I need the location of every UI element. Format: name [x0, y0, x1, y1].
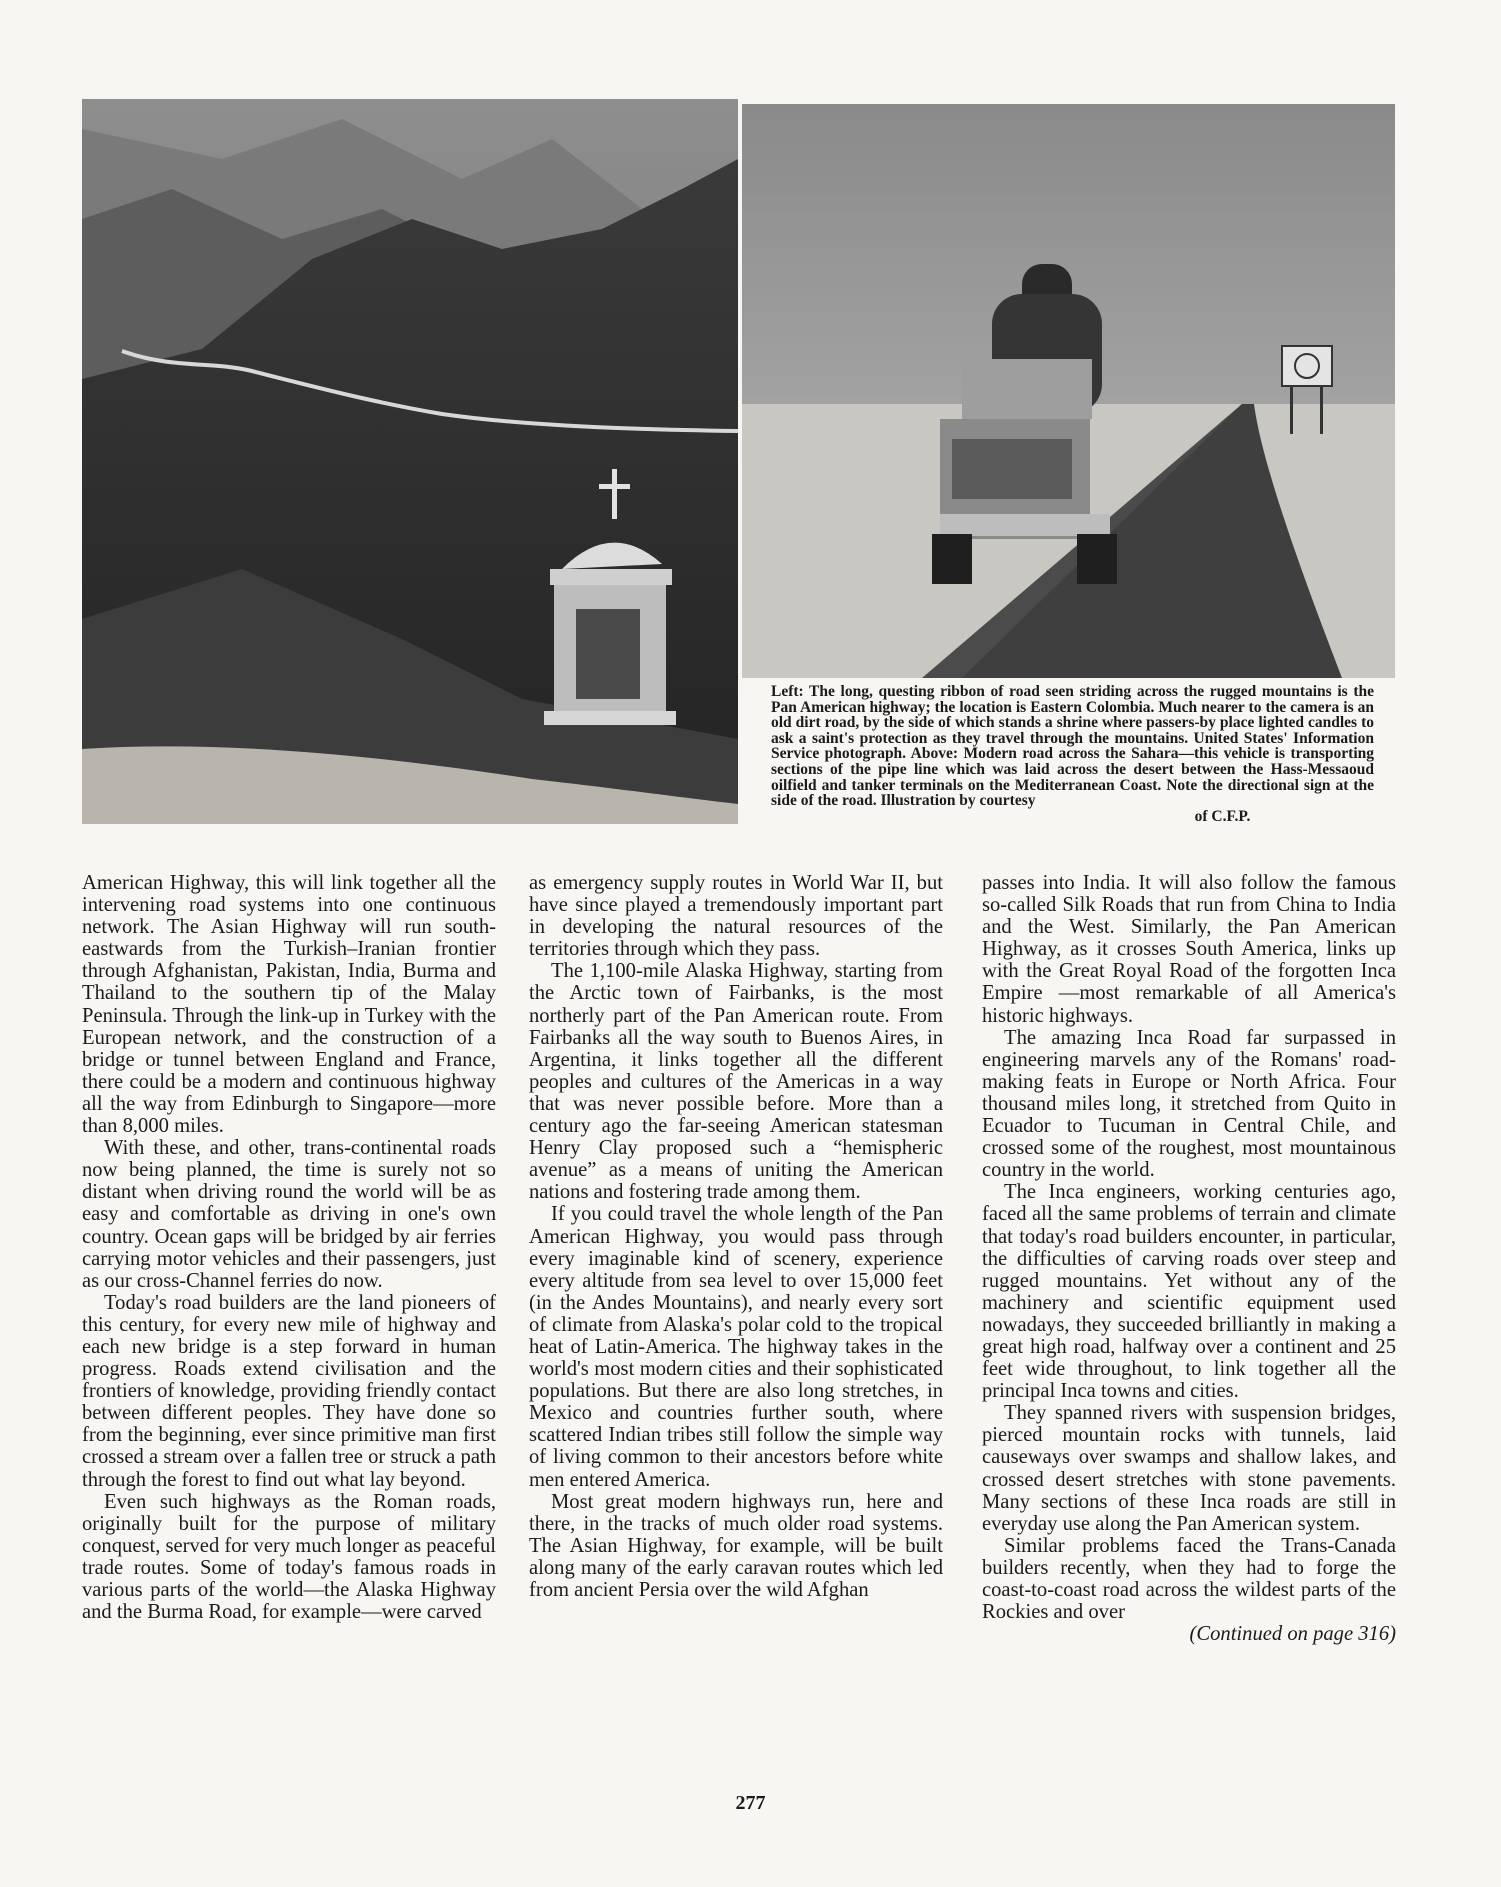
continued-note: (Continued on page 316)	[1189, 1623, 1396, 1646]
paragraph: With these, and other, trans-continental roads now being planned, the time is surely not so distant when driving round the world will be as easy and comfortable as driving in one's own country. Ocean gaps will be bridged by air ferries carrying motor vehicles and their passengers, just as our cross-Channel ferries do now.	[82, 1137, 496, 1292]
paragraph: The Inca engineers, working centuries ago, faced all the same problems of terrain and climate that today's road builders encounter, in particular, the difficulties of carving roads over steep and rugged mountains. Yet without any of the machinery and scientific equipment used nowadays, they succeeded brilliantly in making a great high road, halfway over a continent and 25 feet wide throughout, to link together all the principal Inca towns and cities.	[982, 1181, 1396, 1403]
page-number: 277	[735, 1792, 766, 1814]
photo-colombia-mountain-road	[82, 99, 738, 824]
photo-sahara-road-truck	[742, 104, 1395, 678]
paragraph: as emergency supply routes in World War II, but have since played a tremendously important part in developing the natural resources of the territories through which they pass.	[529, 872, 943, 961]
article-column-2	[529, 872, 943, 1601]
paragraph: They spanned rivers with suspension bridges, pierced mountain rocks with tunnels, laid causeways over swamps and shallow lakes, and crossed desert stretches with stone pavements. Many sections of these Inca roads are still in everyday use along the Pan American system.	[982, 1402, 1396, 1535]
paragraph: The 1,100-mile Alaska Highway, starting from the Arctic town of Fairbanks, is the most northerly part of the Pan American route. From Fairbanks all the way south to Buenos Aires, in Argentina, it links together all the different peoples and cultures of the Americas in a way that was never possible before. More than a century ago the far-seeing American statesman Henry Clay proposed such a “hemispheric avenue” as a means of uniting the American nations and fostering trade among them.	[529, 960, 943, 1204]
photo-caption	[771, 684, 1374, 824]
caption-credit-end: of C.F.P.	[1194, 807, 1251, 825]
article-column-3	[982, 872, 1396, 1645]
paragraph: The amazing Inca Road far surpassed in engineering marvels any of the Romans' road-making feats in Europe or North Africa. Four thousand miles long, it stretched from Quito in Ecuador to Tucuman in Central Chile, and crossed some of the roughest, most mountainous country in the world.	[982, 1026, 1396, 1182]
paragraph: Most great modern highways run, here and there, in the tracks of much older road systems. The Asian Highway, for example, will be built along many of the early caravan routes which led from ancient Persia over the wild Afghan	[529, 1490, 943, 1601]
paragraph: If you could travel the whole length of the Pan American Highway, you would pass through every imaginable kind of scenery, experience every altitude from sea level to over 15,000 feet (in the Andes Mountains), and nearly every sort of climate from Alaska's polar cold to the tropical heat of Latin-America. The highway takes in the world's most modern cities and their sophisticated populations. But there are also long stretches, in Mexico and countries further south, where scattered Indian tribes still follow the simple way of living common to their ancestors before white men entered America.	[529, 1203, 943, 1491]
paragraph: passes into India. It will also follow the famous so-called Silk Roads that run from China to India and the West. Similarly, the Pan American Highway, as it crosses South America, links up with the Great Royal Road of the forgotten Inca Empire —most remarkable of all America's historic highways.	[982, 872, 1396, 1027]
paragraph: American Highway, this will link together all the intervening road systems into one continuous network. The Asian Highway will run south-eastwards from the Turkish–Iranian frontier through Afghanistan, Pakistan, India, Burma and Thailand to the southern tip of the Malay Peninsula. Through the link-up in Turkey with the European network, and the construction of a bridge or tunnel between England and France, there could be a modern and continuous highway all the way from Edinburgh to Singapore—more than 8,000 miles.	[82, 872, 496, 1138]
paragraph: Even such highways as the Roman roads, originally built for the purpose of military conquest, served for very much longer as peaceful trade routes. Some of today's famous roads in various parts of the world—the Alaska Highway and the Burma Road, for example—were carved	[82, 1490, 496, 1624]
paragraph: Similar problems faced the Trans-Canada builders recently, when they had to forge the coast-to-coast road across the wildest parts of the Rockies and over	[982, 1534, 1396, 1624]
caption-text: Left: The long, questing ribbon of road seen striding across the rugged mountains is the Pan American highway; the location is Eastern Colombia. Much nearer to the camera is an old dirt road, by the side of which stands a shrine where passers-by place lighted candles to ask a saint's protection as they travel through the mountains. United States' Information Service photograph. Above: Modern road across the Sahara—this vehicle is transporting sections of the pipe line which was laid across the desert between the Hass-Messaoud oilfield and tanker terminals on the Mediterranean Coast. Note the directional sign at the side of the road. Illustration by courtesy	[771, 683, 1374, 810]
paragraph: Today's road builders are the land pioneers of this century, for every new mile of highway and each new bridge is a step forward in human progress. Roads extend civilisation and the frontiers of knowledge, providing friendly contact between different peoples. They have done so from the beginning, ever since primitive man first crossed a stream over a fallen tree or struck a path through the forest to find out what lay beyond.	[82, 1291, 496, 1491]
article-column-1	[82, 872, 496, 1623]
